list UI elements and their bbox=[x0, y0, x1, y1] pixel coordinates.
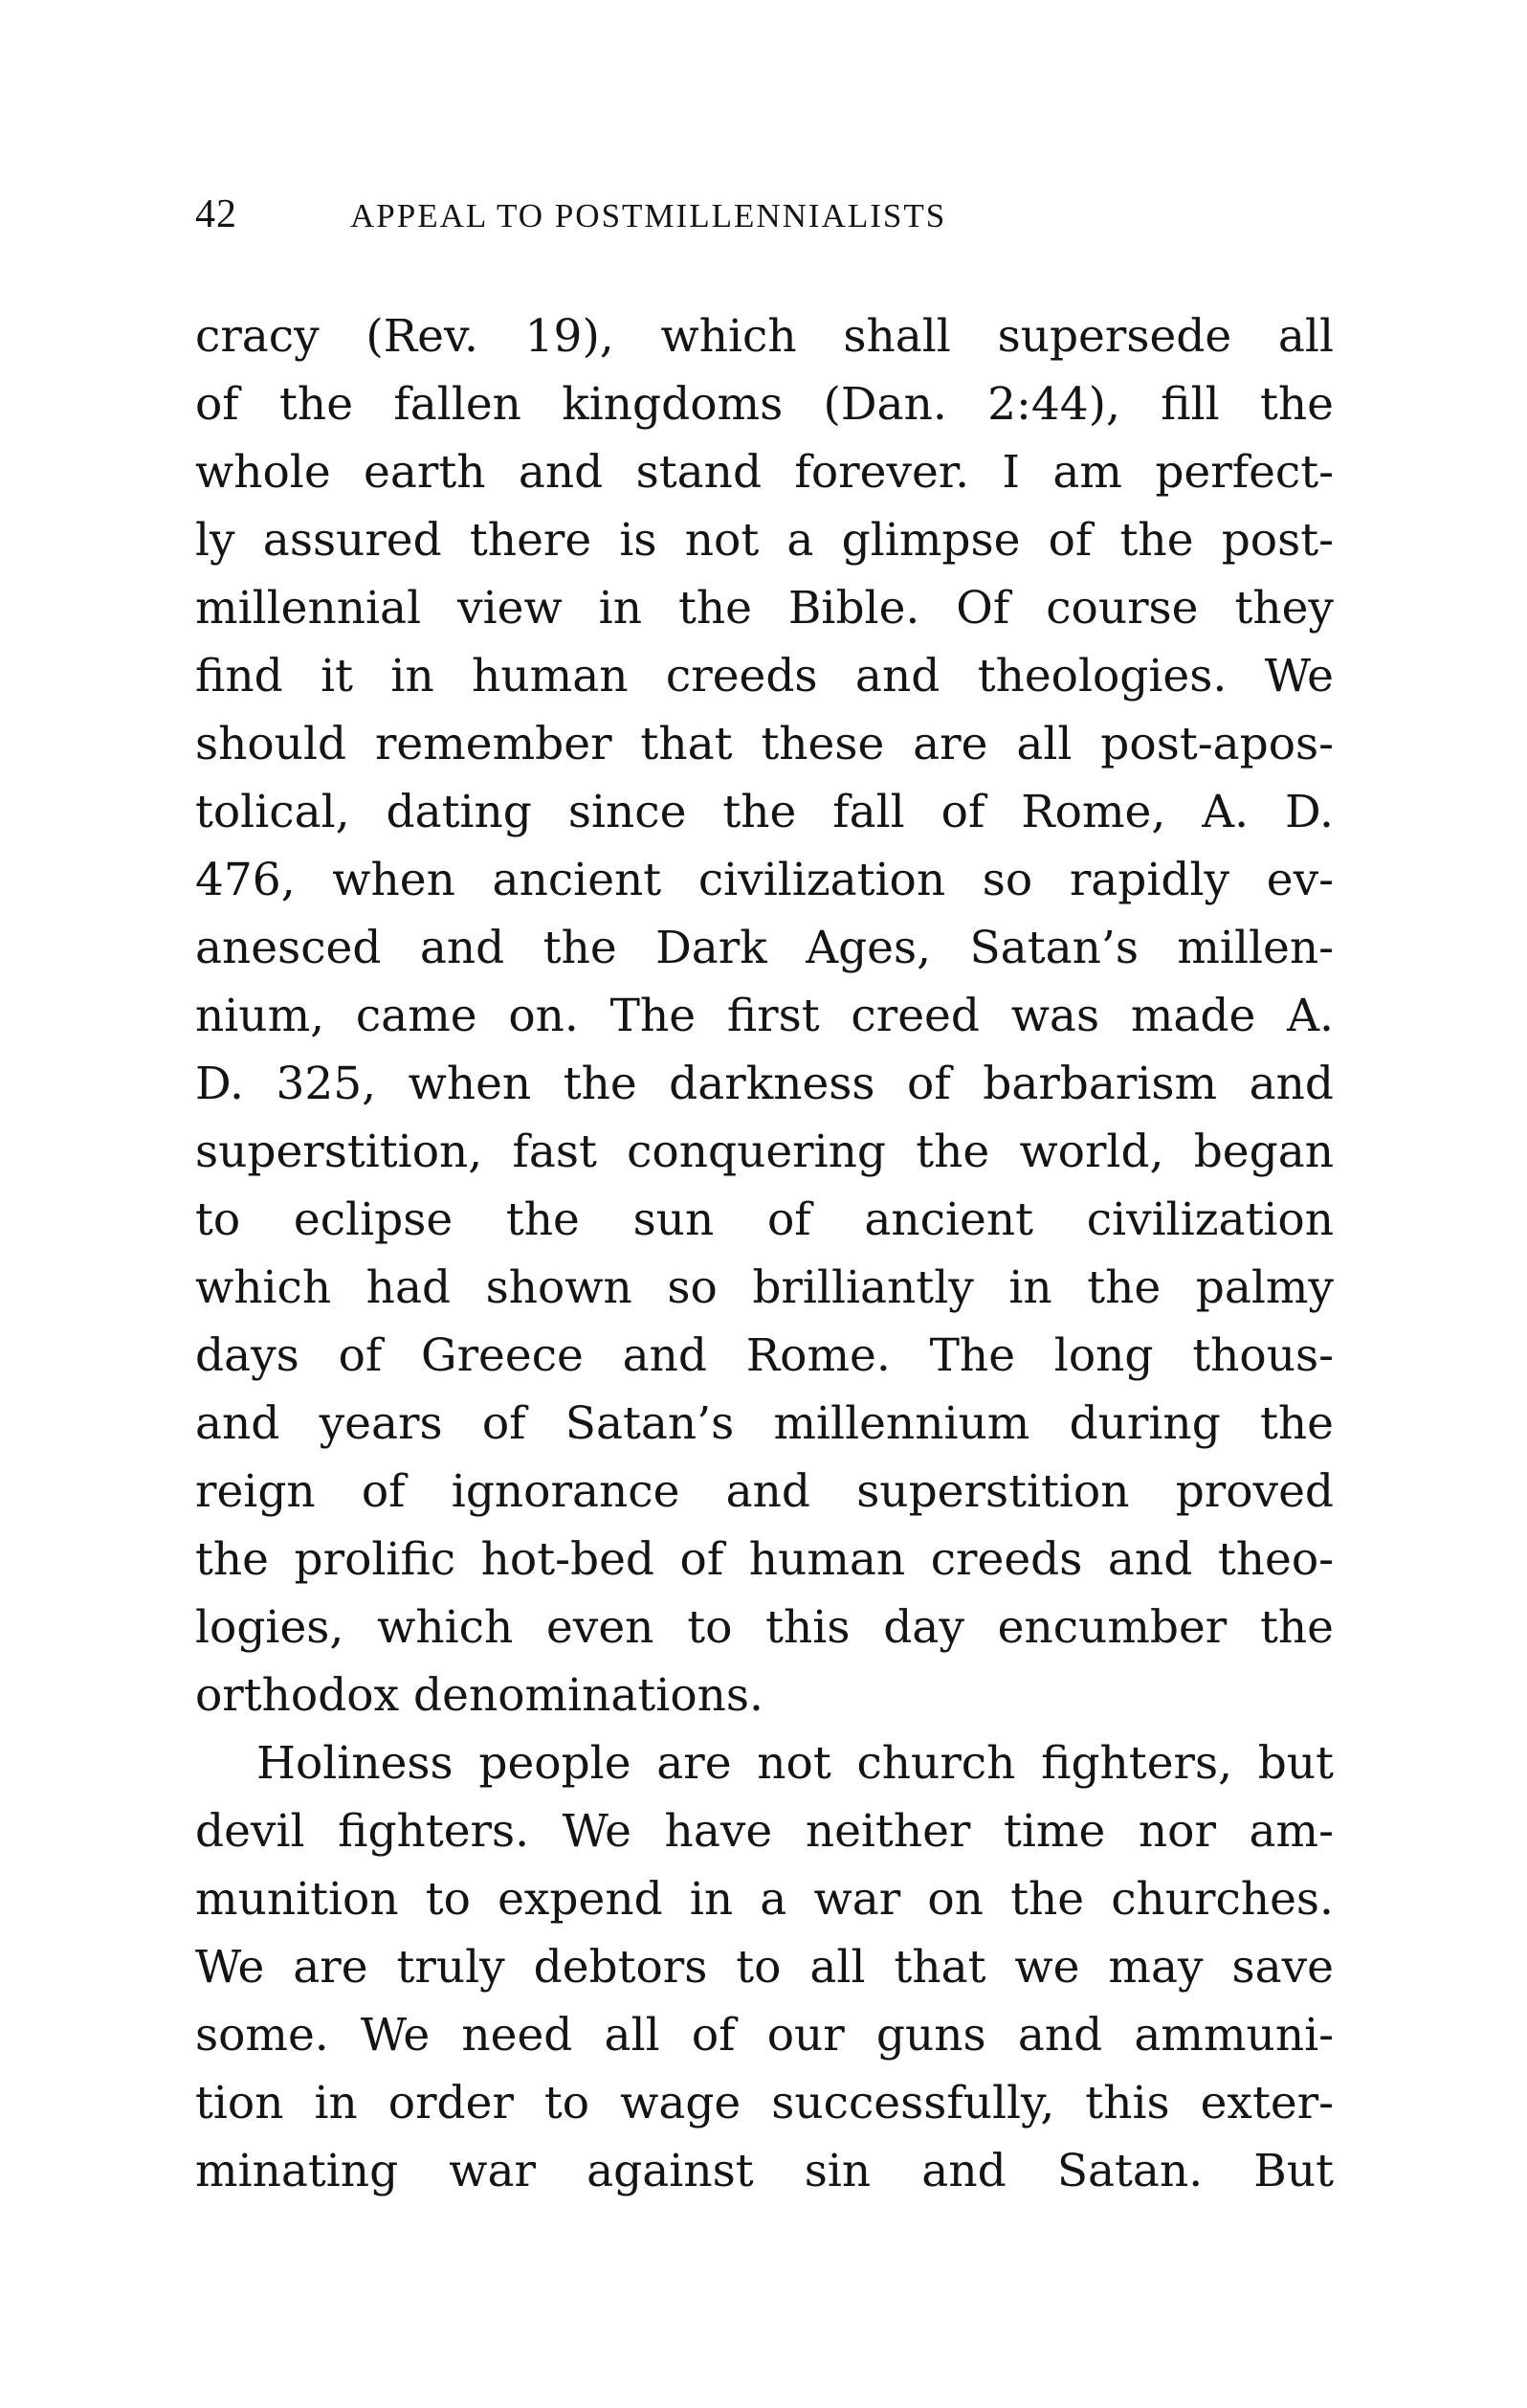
body-text bbox=[195, 302, 1334, 2205]
text-line: tion in order to wage successfully, this exter- bbox=[195, 2077, 1334, 2129]
text-line: tolical, dating since the fall of Rome, A. D. bbox=[195, 786, 1334, 838]
running-head bbox=[195, 191, 1334, 249]
text-line: minating war against sin and Satan. But bbox=[195, 2145, 1334, 2197]
text-line: Holiness people are not church fighters, but bbox=[256, 1737, 1334, 1790]
text-line: and years of Satan’s millennium during the bbox=[195, 1397, 1334, 1450]
text-line: which had shown so brilliantly in the palmy bbox=[195, 1261, 1334, 1314]
text-line: ly assured there is not a glimpse of the post- bbox=[195, 514, 1334, 567]
text-line: superstition, fast conquering the world, began bbox=[195, 1126, 1334, 1178]
text-line: some. We need all of our guns and ammuni- bbox=[195, 2009, 1334, 2062]
text-line: We are truly debtors to all that we may save bbox=[195, 1941, 1334, 1994]
text-line: to eclipse the sun of ancient civilization bbox=[195, 1193, 1334, 1246]
text-line: reign of ignorance and superstition proved bbox=[195, 1465, 1334, 1518]
text-line: munition to expend in a war on the churches. bbox=[195, 1873, 1334, 1926]
text-line: the prolific hot-bed of human creeds and theo- bbox=[195, 1533, 1334, 1586]
page-number: 42 bbox=[195, 192, 237, 236]
text-line: logies, which even to this day encumber the bbox=[195, 1601, 1334, 1654]
paragraph-2 bbox=[195, 1729, 1334, 2205]
text-line: find it in human creeds and theologies. We bbox=[195, 650, 1334, 702]
text-line: orthodox denominations. bbox=[195, 1669, 764, 1722]
running-title: APPEAL TO POSTMILLENNIALISTS bbox=[350, 197, 947, 234]
text-line: millennial view in the Bible. Of course they bbox=[195, 582, 1334, 635]
text-line: cracy (Rev. 19), which shall supersede all bbox=[195, 310, 1334, 363]
text-line: 476, when ancient civilization so rapidly ev- bbox=[195, 854, 1334, 906]
text-line: of the fallen kingdoms (Dan. 2:44), fill the bbox=[195, 378, 1334, 431]
text-line: days of Greece and Rome. The long thous- bbox=[195, 1329, 1334, 1382]
paragraph-1 bbox=[195, 302, 1334, 1729]
text-line: should remember that these are all post-apos- bbox=[195, 718, 1334, 770]
text-line: D. 325, when the darkness of barbarism and bbox=[195, 1058, 1334, 1110]
text-line: devil fighters. We have neither time nor am- bbox=[195, 1805, 1334, 1858]
text-line: nium, came on. The first creed was made A. bbox=[195, 990, 1334, 1042]
text-line: whole earth and stand forever. I am perfect- bbox=[195, 446, 1334, 499]
text-line: anesced and the Dark Ages, Satan’s millen- bbox=[195, 922, 1334, 974]
